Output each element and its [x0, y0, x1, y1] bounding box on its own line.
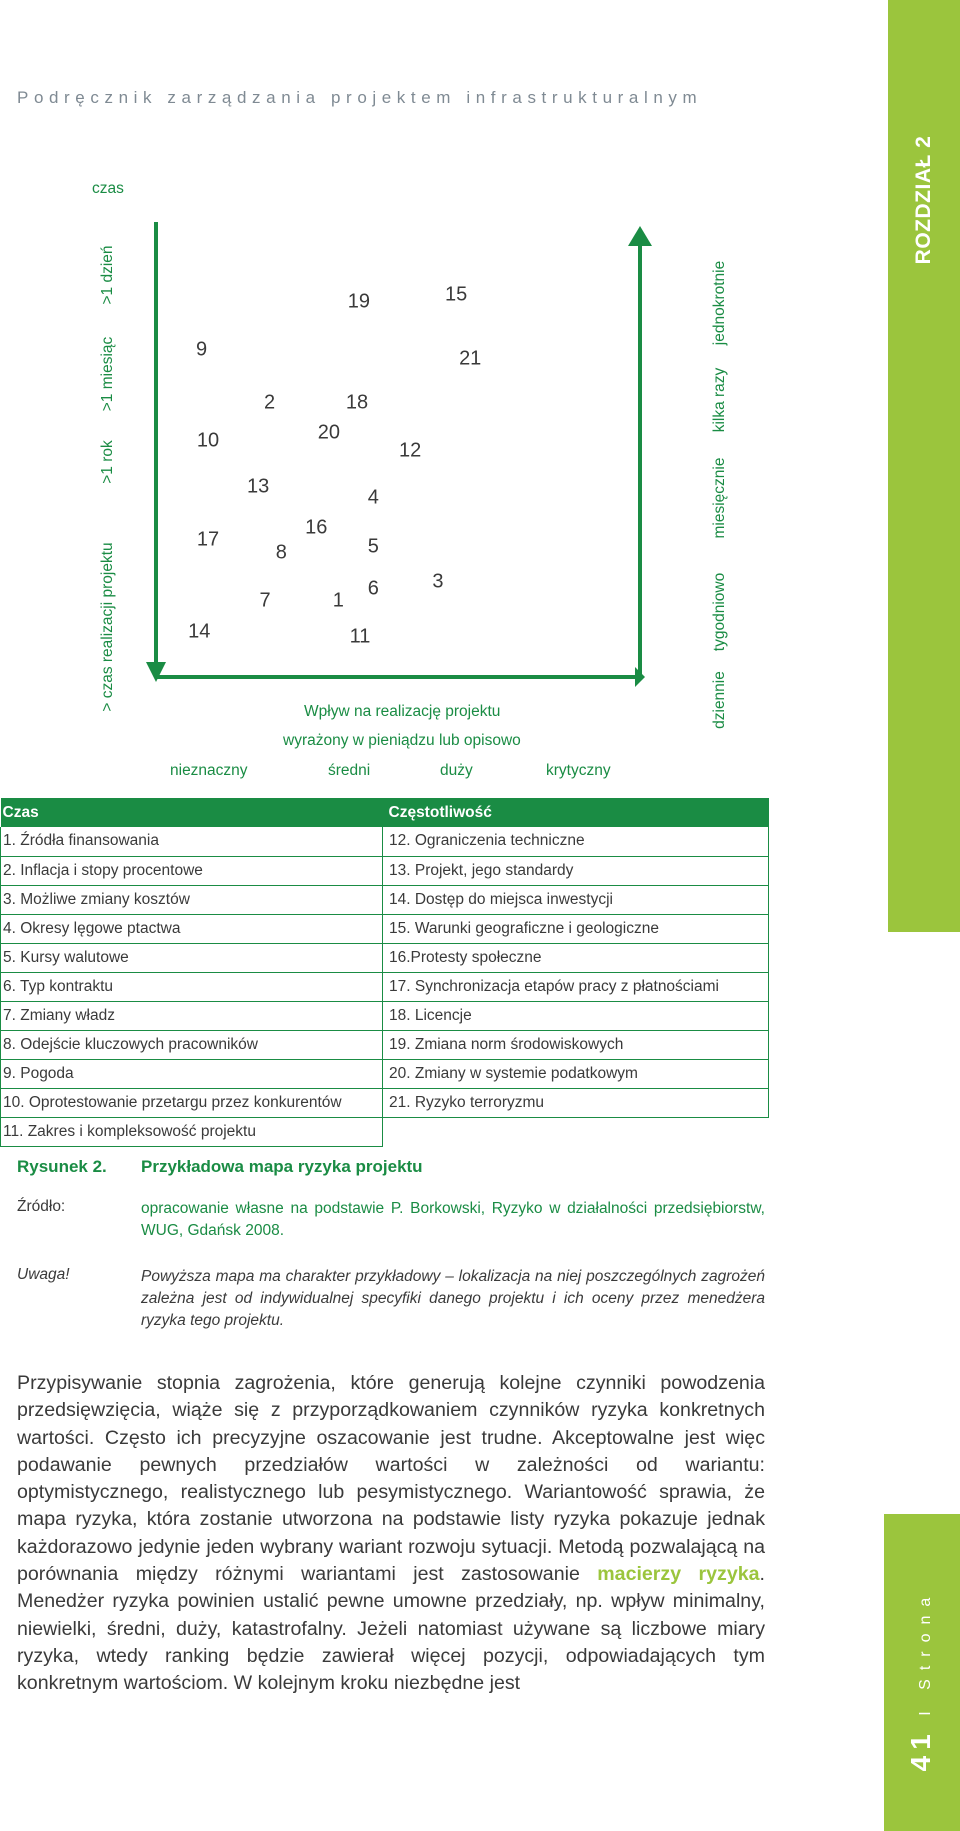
table-row: [1, 885, 769, 914]
time-axis-label-month: >1 miesiąc: [99, 336, 116, 412]
risk-point-6: 6: [367, 577, 379, 600]
table-header-time: Czas: [1, 798, 383, 827]
table-cell-time: 9. Pogoda: [1, 1059, 383, 1088]
chapter-label: ROZDZIAŁ 2: [912, 135, 935, 265]
body-highlight-term: macierzy ryzyka: [597, 1563, 760, 1586]
risk-points-area: [170, 270, 550, 650]
risk-legend-table: [0, 798, 769, 1147]
risk-point-12: 12: [399, 439, 422, 461]
table-cell-time: 1. Źródła finansowania: [1, 827, 383, 856]
table-row: [1, 943, 769, 972]
risk-point-14: 14: [188, 620, 211, 643]
risk-point-15: 15: [445, 283, 468, 306]
figure-title: Przykładowa mapa ryzyka projektu: [141, 1157, 423, 1176]
page-number-word: Strona: [917, 1588, 934, 1690]
table-cell-frequency: 13. Projekt, jego standardy: [383, 856, 769, 885]
table-body: [1, 827, 769, 1146]
risk-point-7: 7: [259, 589, 271, 612]
page-header-title: Podręcznik zarządzania projektem infrastrukturalnym: [17, 88, 703, 107]
page-number-value: 41: [905, 1728, 936, 1772]
table-cell-time: 2. Inflacja i stopy procentowe: [1, 856, 383, 885]
body-text-after: . Menedżer ryzyka powinien ustalić pewne umowne przedziały, np. wpływ minimalny, niewielki, średni, duży, katastrofalny. Jeżeli natomiast używane są liczbowe miary ryzyka, wtedy ranking będzie zawierał więcej pozycji, odpowiadających tym konkretnym wartościom. W kolejnym kroku niezbędne jest: [17, 1563, 765, 1695]
time-axis-label-year: >1 rok: [99, 440, 116, 484]
risk-point-10: 10: [196, 429, 220, 452]
table-row: [1, 827, 769, 856]
risk-point-13: 13: [247, 475, 270, 498]
body-text-before: Przypisywanie stopnia zagrożenia, które generują kolejne czynniki powodzenia przedsięwzięcia, wiąże się z przyporządkowaniem czynników ryzyka konkretnych wartości. Często ich precyzyjne oszacowanie jest trudne. Akceptowalne jest więc podawanie pewnych przedziałów wartości w zależności od wariantu: optymistycznego, realistycznego lub pesymistycznego. Wariantowość sprawia, że mapa ryzyka, która zostanie utworzona na podstawie listy ryzyka pokazuje jednak każdorazowo jedynie jeden wybrany wariant rozwoju sytuacji. Metodą pozwalającą na porównania między różnymi wariantami jest zastosowanie: [17, 1372, 765, 1586]
table-cell-frequency: 21. Ryzyko terroryzmu: [383, 1088, 769, 1117]
frequency-axis-label-monthly: miesięcznie: [711, 457, 728, 539]
impact-axis-label-medium: średni: [328, 762, 371, 779]
risk-point-17: 17: [196, 528, 220, 551]
table-cell-frequency: 15. Warunki geograficzne i geologiczne: [383, 914, 769, 943]
table-cell-time: 11. Zakres i kompleksowość projektu: [1, 1117, 383, 1146]
table-cell-frequency: 19. Zmiana norm środowiskowych: [383, 1030, 769, 1059]
table-cell-time: 6. Typ kontraktu: [1, 972, 383, 1001]
frequency-axis-label-several: kilka razy: [711, 367, 728, 433]
figure-label: Rysunek 2.: [17, 1157, 107, 1176]
table-cell-time: 7. Zmiany władz: [1, 1001, 383, 1030]
table-cell-frequency: 20. Zmiany w systemie podatkowym: [383, 1059, 769, 1088]
frequency-axis-label-daily: dziennie: [711, 671, 728, 729]
table-cell-time: 5. Kursy walutowe: [1, 943, 383, 972]
impact-axis-label-negligible: nieznaczny: [170, 762, 248, 779]
risk-map-top-label: czas: [92, 180, 124, 197]
risk-point-11: 11: [349, 625, 371, 648]
table-row: [1, 1117, 769, 1146]
risk-point-21: 21: [459, 347, 482, 370]
table-cell-time: 8. Odejście kluczowych pracowników: [1, 1030, 383, 1059]
risk-point-8: 8: [275, 541, 287, 564]
page-number: [905, 1589, 937, 1772]
table-cell-frequency: 17. Synchronizacja etapów pracy z płatnościami: [383, 972, 769, 1001]
table-cell-frequency: 18. Licencje: [383, 1001, 769, 1030]
right-axis-arrow: [628, 226, 652, 246]
source-label: Źródło:: [17, 1198, 66, 1215]
table-header-frequency: Częstotliwość: [383, 798, 769, 827]
risk-point-5: 5: [367, 535, 379, 558]
table-header-row: [1, 798, 769, 827]
frequency-axis-label-once: jednokrotnie: [711, 260, 728, 346]
risk-point-20: 20: [317, 421, 340, 444]
risk-point-9: 9: [195, 338, 208, 361]
table-cell-frequency: [383, 1117, 769, 1146]
risk-point-4: 4: [367, 486, 379, 509]
table-row: [1, 1001, 769, 1030]
table-row: [1, 1030, 769, 1059]
table-row: [1, 1059, 769, 1088]
table-row: [1, 972, 769, 1001]
table-cell-frequency: 12. Ograniczenia techniczne: [383, 827, 769, 856]
source-text: opracowanie własne na podstawie P. Borkowski, Ryzyko w działalności przedsiębiorstw, WUG, Gdańsk 2008.: [141, 1200, 765, 1239]
frequency-axis-label-weekly: tygodniowo: [711, 572, 728, 652]
body-paragraph: [17, 1370, 765, 1698]
table-row: [1, 856, 769, 885]
time-axis-label-project: > czas realizacji projektu: [99, 542, 116, 712]
table-cell-frequency: 14. Dostęp do miejsca inwestycji: [383, 885, 769, 914]
risk-point-18: 18: [345, 391, 369, 414]
risk-point-16: 16: [305, 516, 328, 539]
risk-point-2: 2: [263, 391, 276, 414]
risk-point-3: 3: [432, 570, 444, 593]
table-cell-time: 4. Okresy lęgowe ptactwa: [1, 914, 383, 943]
risk-point-19: 19: [347, 290, 370, 313]
impact-axis-label-large: duży: [440, 762, 473, 779]
impact-axis-label-critical: krytyczny: [546, 762, 611, 779]
page-number-separator: I: [917, 1702, 934, 1716]
time-axis-label-day: >1 dzień: [99, 245, 116, 305]
table-cell-time: 10. Oprotestowanie przetargu przez konkurentów: [1, 1088, 383, 1117]
table-row: [1, 914, 769, 943]
note-text: Powyższa mapa ma charakter przykładowy – lokalizacja na niej poszczególnych zagrożeń zależna jest od indywidualnej specyfiki danego projektu i ich oceny przez menedżera ryzyka tego projektu.: [141, 1268, 765, 1329]
table-row: [1, 1088, 769, 1117]
note-label: Uwaga!: [17, 1266, 70, 1283]
table-cell-frequency: 16.Protesty społeczne: [383, 943, 769, 972]
impact-title-line-1: Wpływ na realizację projektu: [304, 703, 501, 720]
table-cell-time: 3. Możliwe zmiany kosztów: [1, 885, 383, 914]
impact-title-line-2: wyrażony w pieniądzu lub opisowo: [283, 732, 521, 749]
risk-point-1: 1: [332, 589, 344, 612]
